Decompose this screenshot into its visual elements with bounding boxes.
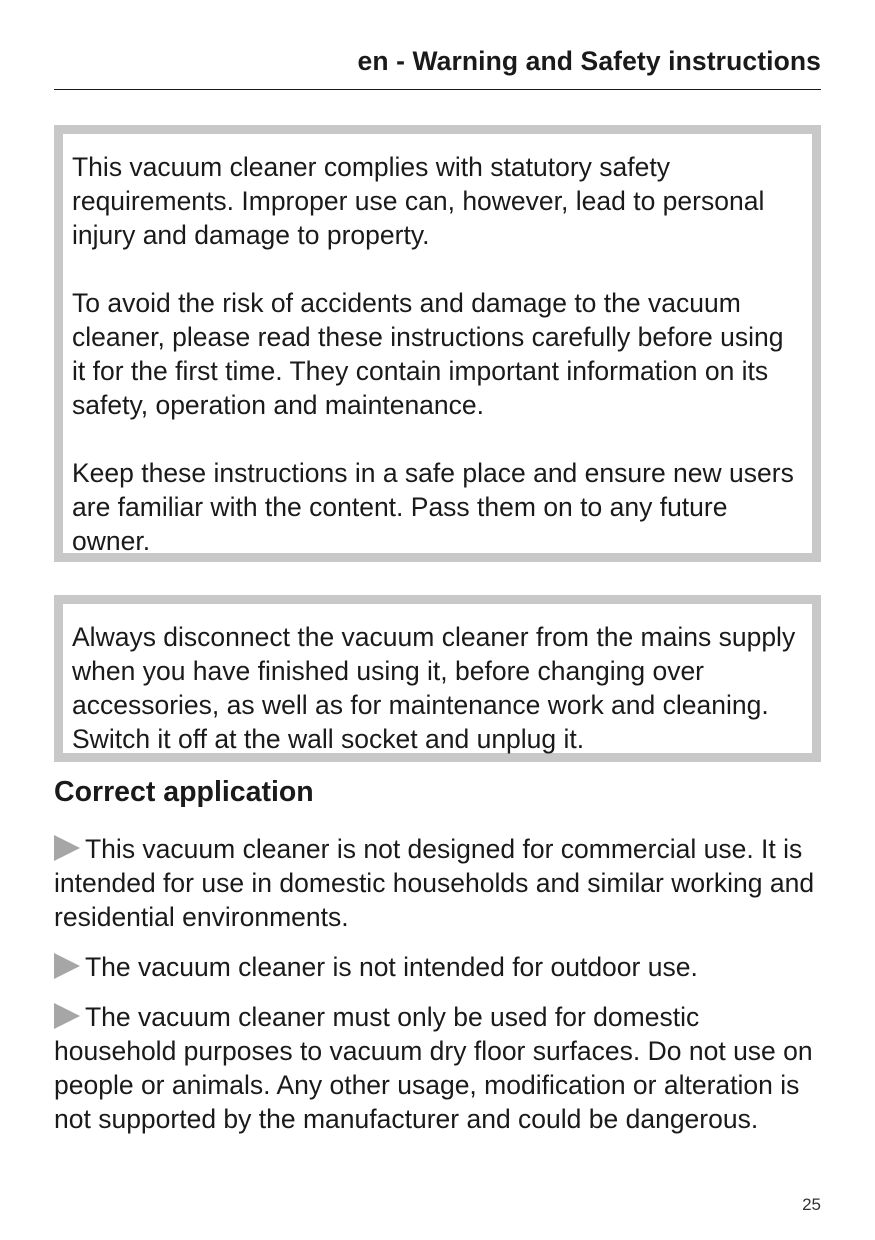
list-item: [54, 950, 824, 984]
list-item-text: The vacuum cleaner is not intended for outdoor use.: [85, 952, 698, 982]
notice-paragraph: To avoid the risk of accidents and damage to the vacuum cleaner, please read these instructions carefully before using it for the first time. They contain important information on its safety, operation and maintenance.: [72, 288, 784, 420]
list-item-text: The vacuum cleaner must only be used for domestic household purposes to vacuum dry floor surfaces. Do not use on people or animals. Any other usage, modification or alteration is not supported by the manufacturer and could be dangerous.: [54, 1002, 813, 1134]
notice-paragraph: Keep these instructions in a safe place and ensure new users are familiar with the content. Pass them on to any future owner.: [72, 458, 794, 556]
list-item-text: This vacuum cleaner is not designed for commercial use. It is intended for use in domestic households and similar working and residential environments.: [54, 834, 815, 932]
page-number: 25: [802, 1195, 821, 1214]
notice-paragraph: This vacuum cleaner complies with statutory safety requirements. Improper use can, however, lead to personal injury and damage to property.: [72, 152, 765, 250]
section-title: Correct application: [54, 776, 314, 808]
page-header: [54, 46, 821, 90]
arrow-bullet-icon: [54, 953, 80, 979]
list-item: [54, 832, 824, 934]
disconnect-notice-box: [54, 595, 821, 762]
arrow-bullet-icon: [54, 835, 80, 861]
notice-paragraph: Always disconnect the vacuum cleaner from the mains supply when you have finished using it, before changing over accessories, as well as for maintenance work and cleaning. Switch it off at the wall socket and unplug it.: [72, 622, 796, 754]
arrow-bullet-icon: [54, 1003, 80, 1029]
list-item: [54, 1000, 824, 1136]
bullet-list: [54, 832, 824, 1152]
safety-notice-box: [54, 125, 821, 562]
header-title: en - Warning and Safety instructions: [357, 46, 821, 76]
